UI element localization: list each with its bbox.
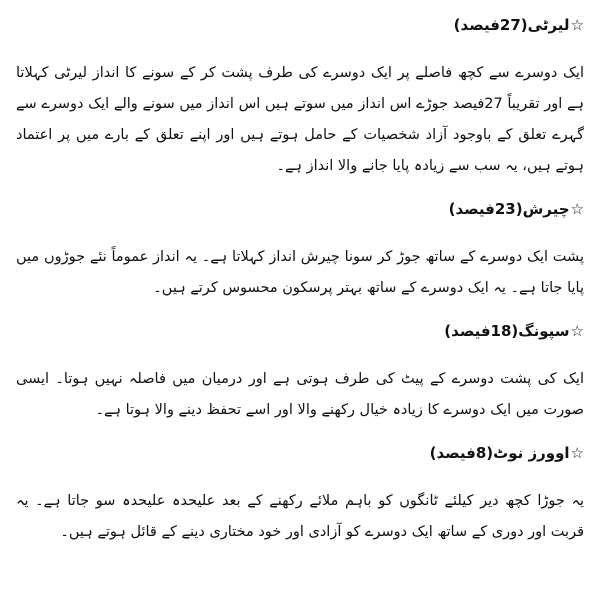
section-paragraph: یہ جوڑا کچھ دیر کیلئے ٹانگوں کو باہم ملائے رکھنے کے بعد علیحدہ علیحدہ سو جاتا ہے۔ یہ قربت اور دوری کے ساتھ ایک دوسرے کو آزادی اور خود مختاری دینے کے قائل ہوتے ہیں۔ — [16, 493, 584, 540]
heading-text: سپونگ(18فیصد) — [444, 322, 570, 340]
heading-text: چیرش(23فیصد) — [448, 200, 570, 218]
section-lovers-knot — [16, 442, 584, 548]
star-icon: ☆ — [570, 16, 584, 34]
section-heading — [16, 320, 584, 342]
section-paragraph: پشت ایک دوسرے کے ساتھ جوڑ کر سونا چیرش انداز کہلاتا ہے۔ یہ انداز عموماً نئے جوڑوں میں پایا جاتا ہے۔ یہ ایک دوسرے کے ساتھ بہتر پرسکون محسوس کرتے ہیں۔ — [16, 249, 584, 296]
section-cherish — [16, 198, 584, 304]
star-icon: ☆ — [570, 200, 584, 218]
section-paragraph: ایک کی پشت دوسرے کے پیٹ کی طرف ہوتی ہے اور درمیان میں فاصلہ نہیں ہوتا۔ ایسی صورت میں ایک دوسرے کا زیادہ خیال رکھنے والا اور اسے تحفظ دینے والا ہوتا ہے۔ — [16, 371, 584, 418]
star-icon: ☆ — [570, 322, 584, 340]
star-icon: ☆ — [570, 444, 584, 462]
section-heading — [16, 442, 584, 464]
section-heading — [16, 198, 584, 220]
section-paragraph: ایک دوسرے سے کچھ فاصلے پر ایک دوسرے کی طرف پشت کر کے سونے کا انداز لیرٹی کہلاتا ہے اور تقریباً 27فیصد جوڑے اس انداز میں سوتے ہیں اس انداز میں سونے والے ایک دوسرے سے گہرے تعلق کے باوجود آزاد شخصیات کے حامل ہوتے ہیں اور اپنے تعلق کے بارے میں پر اعتماد ہوتے ہیں، یہ سب سے زیادہ پایا جانے والا انداز ہے۔ — [16, 65, 584, 174]
section-spoon-liberty — [16, 14, 584, 182]
section-heading — [16, 14, 584, 36]
heading-text: لیرٹی(27فیصد) — [453, 16, 570, 34]
section-spooning — [16, 320, 584, 426]
heading-text: اوورز نوٹ(8فیصد) — [429, 444, 570, 462]
